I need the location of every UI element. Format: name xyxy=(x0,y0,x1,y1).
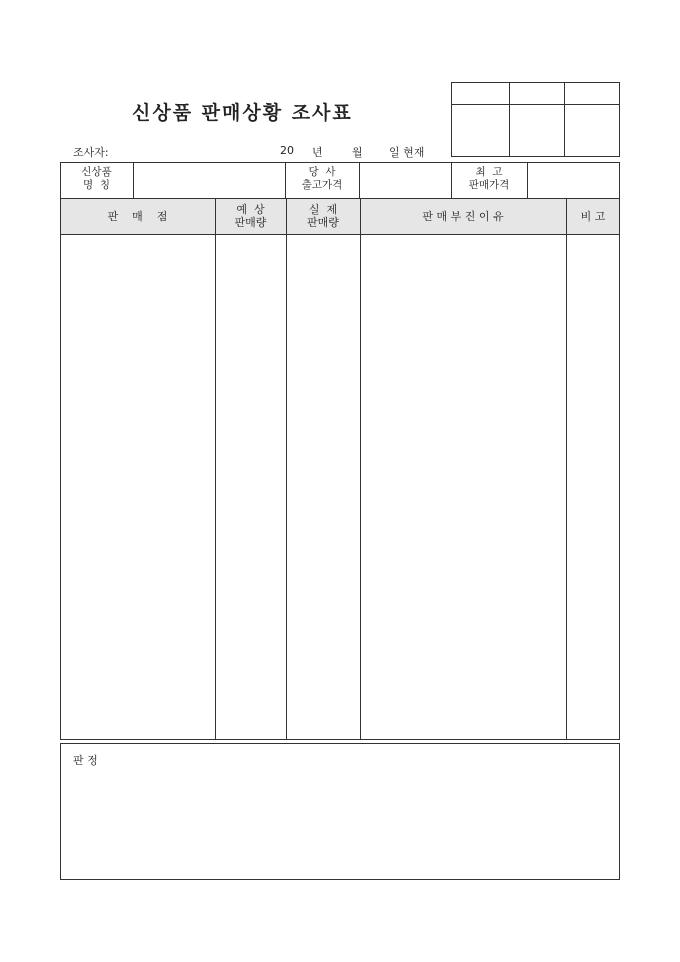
date-century: 20 xyxy=(280,144,294,157)
note-column-field[interactable] xyxy=(567,235,619,739)
surveyor-label: 조사자: xyxy=(73,146,109,159)
judgment-label: 판 정 xyxy=(73,754,98,767)
company-price-field[interactable] xyxy=(360,163,450,198)
product-name-field[interactable] xyxy=(134,163,284,198)
day-label: 일 현재 xyxy=(389,146,425,159)
page-title: 신상품 판매상황 조사표 xyxy=(132,102,353,124)
product-name-label: 신상품 명 칭 xyxy=(81,166,112,191)
store-column-field[interactable] xyxy=(61,235,214,739)
expected-sales-column-field[interactable] xyxy=(216,235,285,739)
actual-sales-column-field[interactable] xyxy=(287,235,359,739)
surveyor-field[interactable] xyxy=(118,141,258,157)
header-reason: 판 매 부 진 이 유 xyxy=(422,210,504,223)
year-label: 년 xyxy=(312,146,323,159)
reason-column-field[interactable] xyxy=(361,235,565,739)
header-store: 판 매 점 xyxy=(107,210,168,223)
header-expected-sales: 예 상 판매량 xyxy=(234,203,267,229)
header-actual-sales: 실 제 판매량 xyxy=(307,203,339,229)
judgment-box[interactable] xyxy=(60,743,620,880)
max-price-field[interactable] xyxy=(528,163,619,198)
month-label: 월 xyxy=(352,146,363,159)
company-price-label: 당 사 출고가격 xyxy=(301,166,343,191)
max-price-label: 최 고 판매가격 xyxy=(468,166,510,191)
header-note: 비 고 xyxy=(580,210,606,223)
approval-box xyxy=(451,82,620,157)
